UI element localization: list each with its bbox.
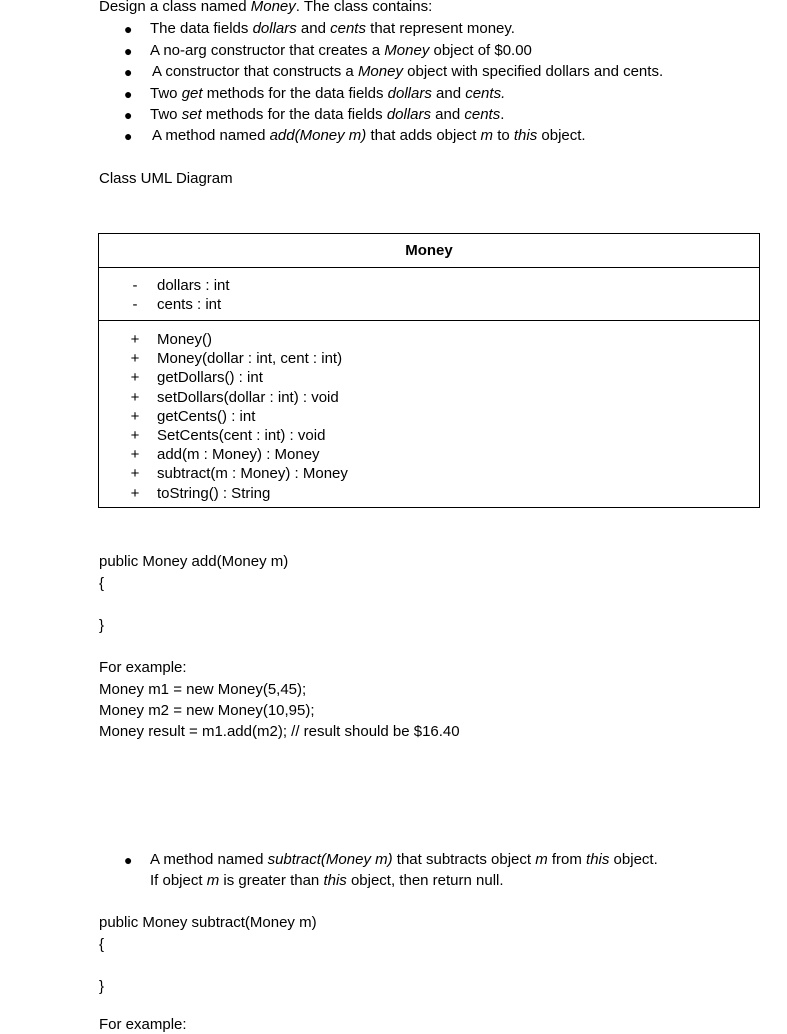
uml-field: cents : int [157,296,222,313]
text: object. [537,127,586,144]
partial-example-heading: For example: [99,1016,187,1033]
text: The data fields [150,20,253,37]
text: Two [150,85,182,102]
italic-text: subtract(Money m) [267,851,393,868]
add-signature: public Money add(Money m) [99,553,289,570]
bullet-dot-icon: ● [124,21,133,37]
text: object, then return null. [346,872,504,889]
uml-method: getCents() : int [157,407,256,425]
bullet-text [150,85,505,103]
uml-visibility-public: + [130,388,140,406]
text: that subtracts object [392,851,536,868]
uml-method: add(m : Money) : Money [157,446,320,464]
text: object of $0.00 [429,42,532,59]
italic-text: cents [330,20,366,37]
text: that adds object [366,127,481,144]
text: If object [150,872,207,889]
italic-text: this [586,851,610,868]
example-line: Money m2 = new Money(10,95); [99,702,315,719]
uml-visibility-private: - [132,277,138,294]
bullet-text [150,42,532,60]
intro-class-name: Money [250,0,296,15]
italic-text: Money [357,63,403,80]
text: methods for the data fields [202,85,388,102]
text: and [296,20,331,37]
intro-line [99,0,432,16]
subtract-bullet-line1 [150,851,658,869]
text: and [431,85,466,102]
text: A constructor that constructs a [152,63,358,80]
uml-visibility-public: + [130,427,140,444]
text: from [547,851,587,868]
uml-heading: Class UML Diagram [99,170,233,187]
uml-visibility-public: + [130,331,140,348]
uml-method: SetCents(cent : int) : void [157,427,326,444]
add-close-brace: } [99,617,105,634]
text: object. [609,851,658,868]
uml-class-name: Money [405,242,453,259]
uml-visibility-public: + [130,465,140,483]
example-line: Money m1 = new Money(5,45); [99,681,307,698]
uml-method: setDollars(dollar : int) : void [157,388,339,406]
italic-text: get [181,85,203,102]
text: and [431,106,465,123]
text: Two [150,106,182,123]
text: A method named [150,851,268,868]
subtract-bullet-line2 [150,872,504,890]
bullet-text [152,127,586,145]
bullet-text [150,20,515,38]
uml-method: subtract(m : Money) : Money [157,465,348,483]
bullet-dot-icon: ● [124,128,133,144]
italic-text: set [181,106,202,123]
uml-visibility-public: + [130,369,140,387]
bullet-dot-icon: ● [124,86,133,102]
text: object with specified dollars and cents. [402,63,664,80]
intro-prefix: Design a class named [99,0,251,15]
italic-text: this [513,127,538,144]
subtract-signature: public Money subtract(Money m) [99,914,317,931]
italic-text: dollars [386,106,431,123]
bullet-text [150,106,504,124]
text: methods for the data fields [201,106,387,123]
italic-text: dollars [252,20,297,37]
bullet-dot-icon: ● [124,107,133,123]
subtract-close-brace: } [99,978,105,995]
uml-visibility-public: + [130,484,140,502]
uml-field: dollars : int [157,277,230,294]
text: A method named [152,127,270,144]
italic-text: dollars [387,85,432,102]
uml-divider [99,267,759,268]
example-heading: For example: [99,659,187,676]
uml-class-box [98,233,760,508]
example-line: Money result = m1.add(m2); // result should be $16.40 [99,723,460,740]
italic-text: this [323,872,347,889]
italic-text: Money [384,42,430,59]
uml-method: getDollars() : int [157,369,263,387]
italic-text: cents [464,106,501,123]
text: to [493,127,514,144]
text: that represent money. [365,20,515,37]
text: . [500,106,505,123]
add-open-brace: { [99,575,105,592]
italic-text: cents. [465,85,506,102]
uml-method: toString() : String [157,484,271,502]
uml-visibility-public: + [130,407,140,425]
bullet-text [152,63,663,81]
text: A no-arg constructor that creates a [150,42,385,59]
subtract-open-brace: { [99,936,105,953]
intro-suffix: . The class contains: [295,0,433,15]
italic-text: add(Money m) [269,127,367,144]
uml-visibility-private: - [132,296,138,313]
bullet-dot-icon: ● [124,43,133,59]
text: is greater than [219,872,324,889]
bullet-dot-icon: ● [124,852,133,868]
bullet-dot-icon: ● [124,64,133,80]
uml-divider [99,320,759,321]
italic-text: m [480,127,494,144]
uml-visibility-public: + [130,446,140,464]
italic-text: m [206,872,220,889]
uml-visibility-public: + [130,350,140,368]
uml-method: Money() [157,331,213,348]
uml-method: Money(dollar : int, cent : int) [157,350,343,368]
italic-text: m [535,851,548,868]
